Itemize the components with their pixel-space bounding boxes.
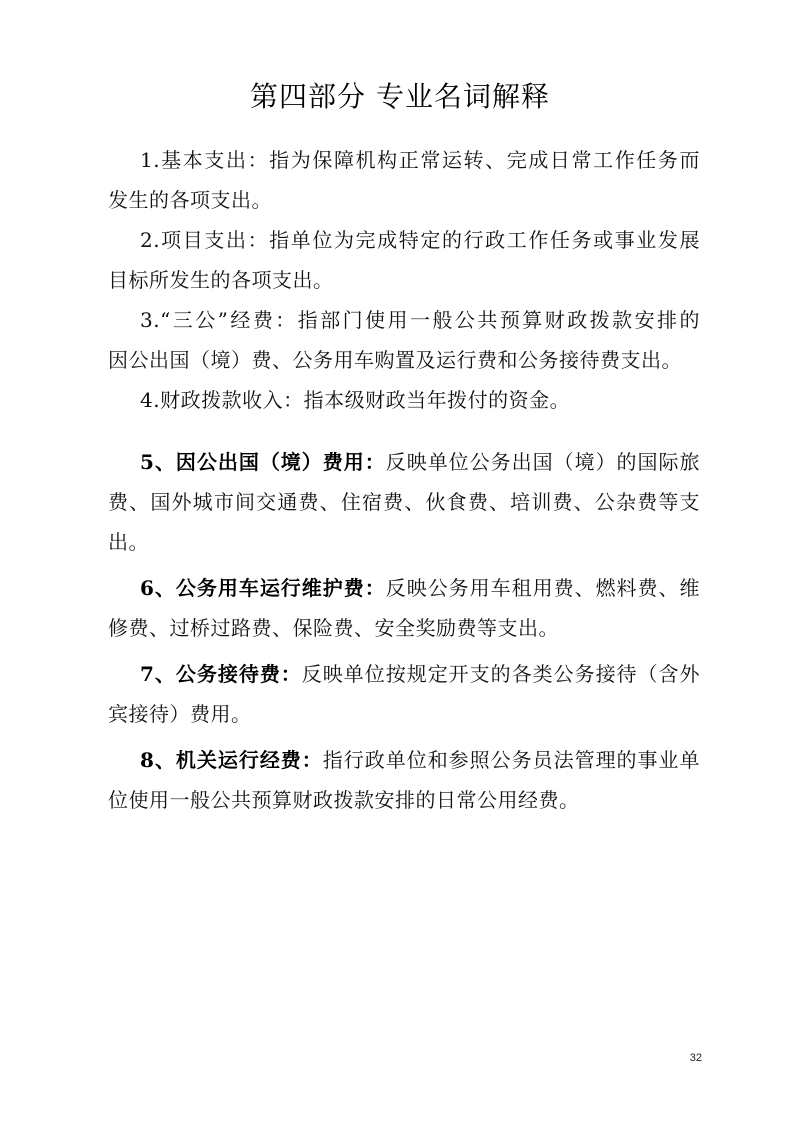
entry-text: 反映单位按规定开支的各类公务接待（含外 [301, 662, 701, 686]
entry-line: 目标所发生的各项支出。 [108, 268, 334, 292]
glossary-entry-vehicle-operation-expenses [108, 568, 700, 648]
entry-text: 指单位为完成特定的行政工作任务或事业发展 [269, 228, 701, 252]
entry-line: 费、国外城市间交通费、住宿费、伙食费、培训费、公杂费等支 [108, 490, 700, 514]
entry-line [108, 740, 700, 780]
glossary-entry-basic-expenditure [108, 140, 700, 220]
entry-text: 反映单位公务出国（境）的国际旅 [385, 450, 701, 474]
entry-text: 反映公务用车租用费、燃料费、维 [385, 576, 701, 600]
page-number: 32 [689, 1052, 702, 1064]
page-title: 第四部分 专业名词解释 [250, 80, 550, 113]
entry-text: 指本级财政当年拨付的资金。 [303, 388, 571, 412]
glossary-entry-three-public-expenses [108, 300, 700, 380]
entry-line [108, 220, 700, 260]
entry-text: 指行政单位和参照公务员法管理的事业单 [322, 748, 701, 772]
entry-line [108, 442, 700, 482]
glossary-entry-fiscal-appropriation-income [108, 380, 700, 420]
glossary-entry-agency-operating-expenses [108, 740, 700, 820]
entry-line [108, 568, 700, 608]
entry-line [108, 300, 700, 340]
entry-line: 宾接待）费用。 [108, 702, 252, 726]
entry-term: 1.基本支出： [140, 148, 270, 172]
glossary-content [108, 140, 700, 820]
entry-term: 6、公务用车运行维护费： [140, 576, 386, 600]
entry-line: 修费、过桥过路费、保险费、安全奖励费等支出。 [108, 616, 559, 640]
glossary-entry-reception-expenses [108, 654, 700, 734]
entry-line: 因公出国（境）费、公务用车购置及运行费和公务接待费支出。 [108, 348, 682, 372]
entry-text: 指为保障机构正常运转、完成日常工作任务而 [269, 148, 701, 172]
entry-line: 位使用一般公共预算财政拨款安排的日常公用经费。 [108, 788, 580, 812]
entry-line: 发生的各项支出。 [108, 188, 272, 212]
entry-line [108, 140, 700, 180]
entry-term: 7、公务接待费： [140, 662, 302, 686]
entry-term: 3.“三公”经费： [140, 308, 298, 332]
glossary-entry-project-expenditure [108, 220, 700, 300]
entry-term: 5、因公出国（境）费用： [140, 450, 386, 474]
entry-text: 指部门使用一般公共预算财政拨款安排的 [297, 308, 701, 332]
entry-term: 4.财政拨款收入： [140, 388, 304, 412]
entry-line [108, 380, 700, 420]
entry-line [108, 654, 700, 694]
entry-term: 8、机关运行经费： [140, 748, 323, 772]
entry-line: 出。 [108, 530, 149, 554]
glossary-entry-overseas-travel-expenses [108, 442, 700, 562]
entry-term: 2.项目支出： [140, 228, 270, 252]
